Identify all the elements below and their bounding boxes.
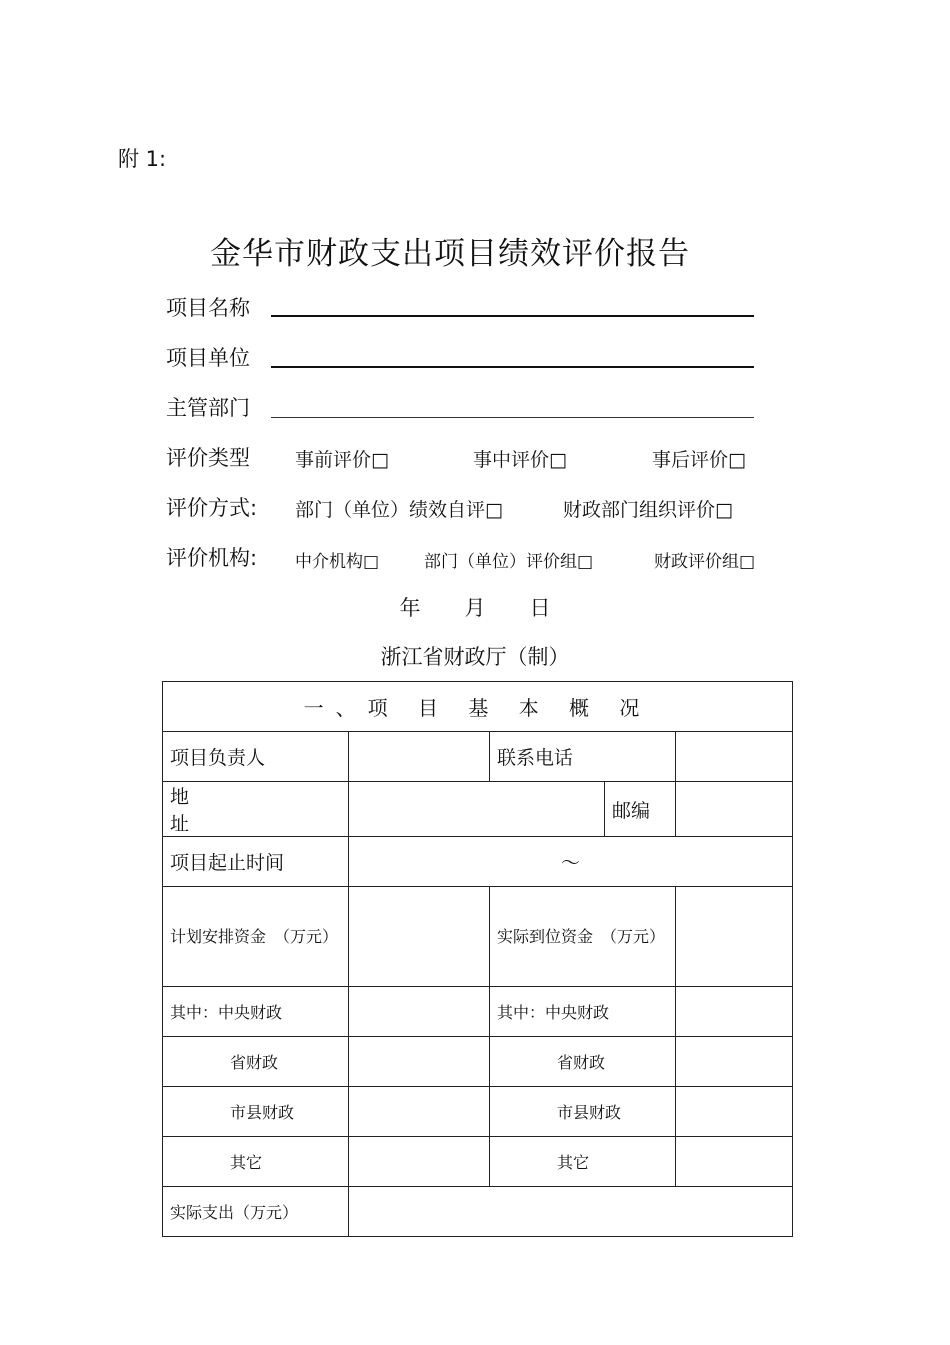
other-value-left[interactable] [349,1137,490,1187]
eval-type-option-post[interactable]: 事后评价□ [652,449,746,471]
eval-type-option-pre[interactable]: 事前评价□ [295,449,389,471]
project-name-label: 项目名称 [166,296,250,320]
postcode-value[interactable] [676,782,793,837]
eval-org-option-finance[interactable]: 财政评价组□ [654,552,756,572]
province-value-right[interactable] [676,1037,793,1087]
project-unit-field[interactable] [271,366,754,368]
period-label: 项目起止时间 [163,837,349,887]
eval-type-label: 评价类型 [166,446,250,470]
city-county-value-left[interactable] [349,1087,490,1137]
department-label: 主管部门 [166,396,250,420]
department-field[interactable] [271,417,754,418]
phone-label: 联系电话 [490,732,676,782]
issuer: 浙江省财政厅（制） [380,645,570,669]
province-label-left: 省财政 [163,1037,349,1087]
eval-method-option-self[interactable]: 部门（单位）绩效自评□ [295,499,503,521]
eval-org-option-dept[interactable]: 部门（单位）评价组□ [424,552,594,572]
eval-org-label: 评价机构: [166,546,258,570]
planned-funds-label [163,887,349,987]
date-line [0,592,950,622]
attachment-label: 附 1: [118,147,167,171]
page-title: 金华市财政支出项目绩效评价报告 [210,236,690,272]
date-day: 日 [529,596,551,620]
actual-funds-value[interactable] [676,887,793,987]
project-leader-value[interactable] [349,732,490,782]
actual-expense-value[interactable] [349,1187,793,1237]
planned-funds-text: 计划安排资金 （万元） [170,926,339,946]
date-month: 月 [464,596,486,620]
city-county-value-right[interactable] [676,1087,793,1137]
other-label-right: 其它 [490,1137,676,1187]
actual-expense-label: 实际支出（万元） [163,1187,349,1237]
project-unit-label: 项目单位 [166,346,250,370]
postcode-label: 邮编 [605,782,676,837]
address-label: 地 址 [163,782,349,837]
section-title: 一、项 目 基 本 概 况 [163,682,793,732]
central-value-left[interactable] [349,987,490,1037]
eval-method-option-finance[interactable]: 财政部门组织评价□ [563,499,733,521]
period-value[interactable]: ～ [349,837,793,887]
project-overview-table [162,681,793,1237]
other-label-left: 其它 [163,1137,349,1187]
project-leader-label: 项目负责人 [163,732,349,782]
city-county-label-left: 市县财政 [163,1087,349,1137]
eval-method-label: 评价方式: [166,496,258,520]
planned-funds-value[interactable] [349,887,490,987]
province-label-right: 省财政 [490,1037,676,1087]
province-value-left[interactable] [349,1037,490,1087]
date-year: 年 [399,596,421,620]
central-value-right[interactable] [676,987,793,1037]
actual-funds-text: 实际到位资金 （万元） [497,926,666,946]
central-label-left: 其中：中央财政 [163,987,349,1037]
actual-funds-label [490,887,676,987]
address-value[interactable] [349,782,605,837]
other-value-right[interactable] [676,1137,793,1187]
eval-org-option-agency[interactable]: 中介机构□ [295,552,380,572]
central-label-right: 其中：中央财政 [490,987,676,1037]
eval-type-option-mid[interactable]: 事中评价□ [473,449,567,471]
phone-value[interactable] [676,732,793,782]
city-county-label-right: 市县财政 [490,1087,676,1137]
project-name-field[interactable] [271,315,754,317]
